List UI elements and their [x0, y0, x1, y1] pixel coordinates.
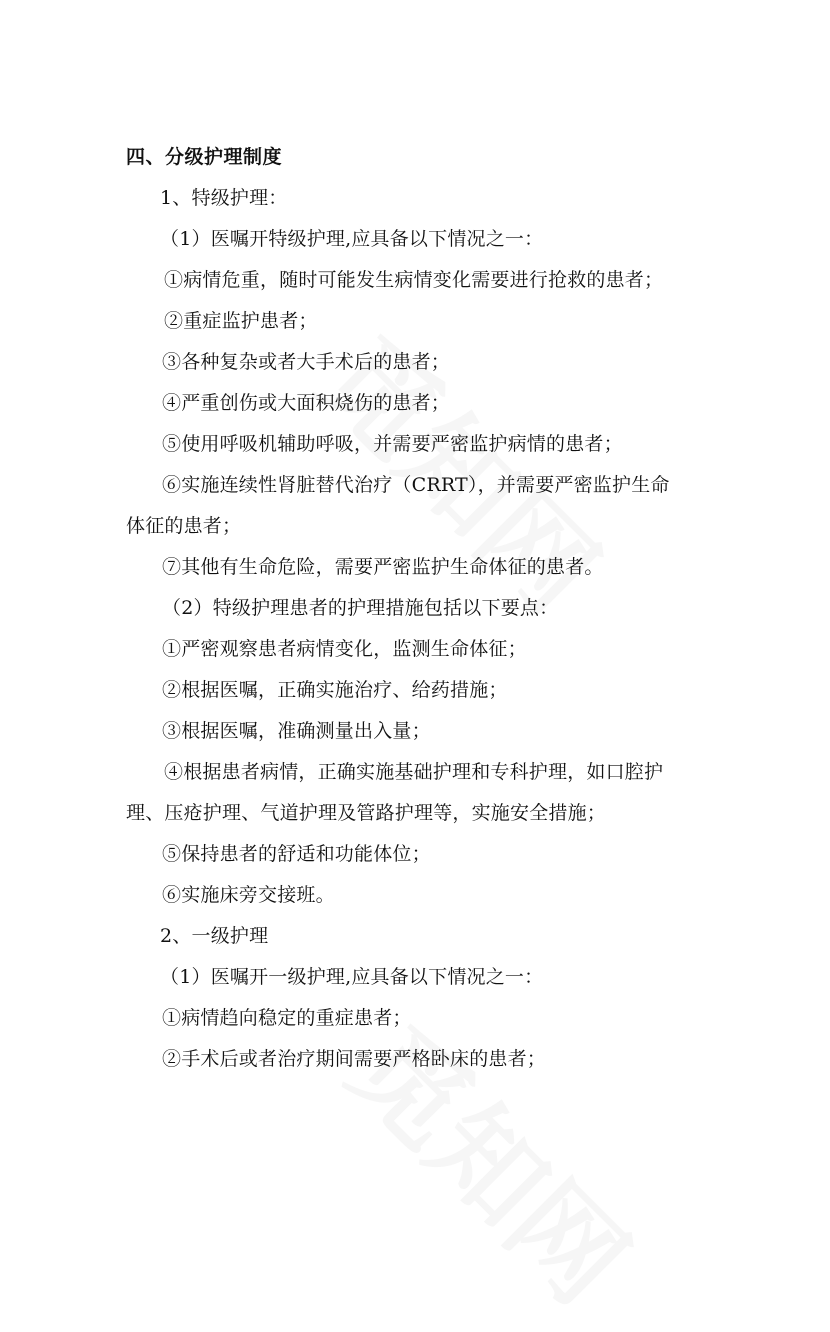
- list-item-continuation: 体征的患者；: [126, 515, 242, 537]
- subsection-title: 2、一级护理: [160, 925, 269, 947]
- list-item: ③根据医嘱，准确测量出入量；: [162, 720, 431, 742]
- list-item: ①病情危重，随时可能发生病情变化需要进行抢救的患者；: [164, 269, 664, 291]
- list-item: ⑤保持患者的舒适和功能体位；: [162, 843, 431, 865]
- measures-intro: （2）特级护理患者的护理措施包括以下要点：: [162, 597, 559, 619]
- list-item: ④严重创伤或大面积烧伤的患者；: [162, 392, 451, 414]
- list-item: ③各种复杂或者大手术后的患者；: [162, 351, 451, 373]
- list-item: ⑦其他有生命危险，需要严密监护生命体征的患者。: [162, 556, 604, 578]
- list-item: ①严密观察患者病情变化，监测生命体征；: [162, 638, 527, 660]
- subsection-title: 1、特级护理：: [160, 187, 288, 209]
- list-item: ②重症监护患者；: [164, 310, 318, 332]
- condition-intro: （1）医嘱开特级护理,应具备以下情况之一：: [160, 228, 544, 250]
- condition-intro: （1）医嘱开一级护理,应具备以下情况之一：: [160, 966, 544, 988]
- list-item: ②根据医嘱，正确实施治疗、给药措施；: [162, 679, 508, 701]
- watermark-top: [292, 296, 637, 641]
- list-item: ⑥实施连续性肾脏替代治疗（CRRT），并需要严密监护生命: [162, 474, 670, 496]
- watermark-bottom: [322, 986, 667, 1331]
- list-item: ⑤使用呼吸机辅助呼吸，并需要严密监护病情的患者；: [162, 433, 623, 455]
- list-item-continuation: 理、压疮护理、气道护理及管路护理等，实施安全措施；: [126, 802, 607, 824]
- list-item: ①病情趋向稳定的重症患者；: [162, 1007, 412, 1029]
- list-item: ②手术后或者治疗期间需要严格卧床的患者；: [162, 1048, 547, 1070]
- list-item: ⑥实施床旁交接班。: [162, 884, 335, 906]
- list-item: ④根据患者病情，正确实施基础护理和专科护理，如口腔护: [164, 761, 664, 783]
- section-heading: 四、分级护理制度: [126, 146, 283, 168]
